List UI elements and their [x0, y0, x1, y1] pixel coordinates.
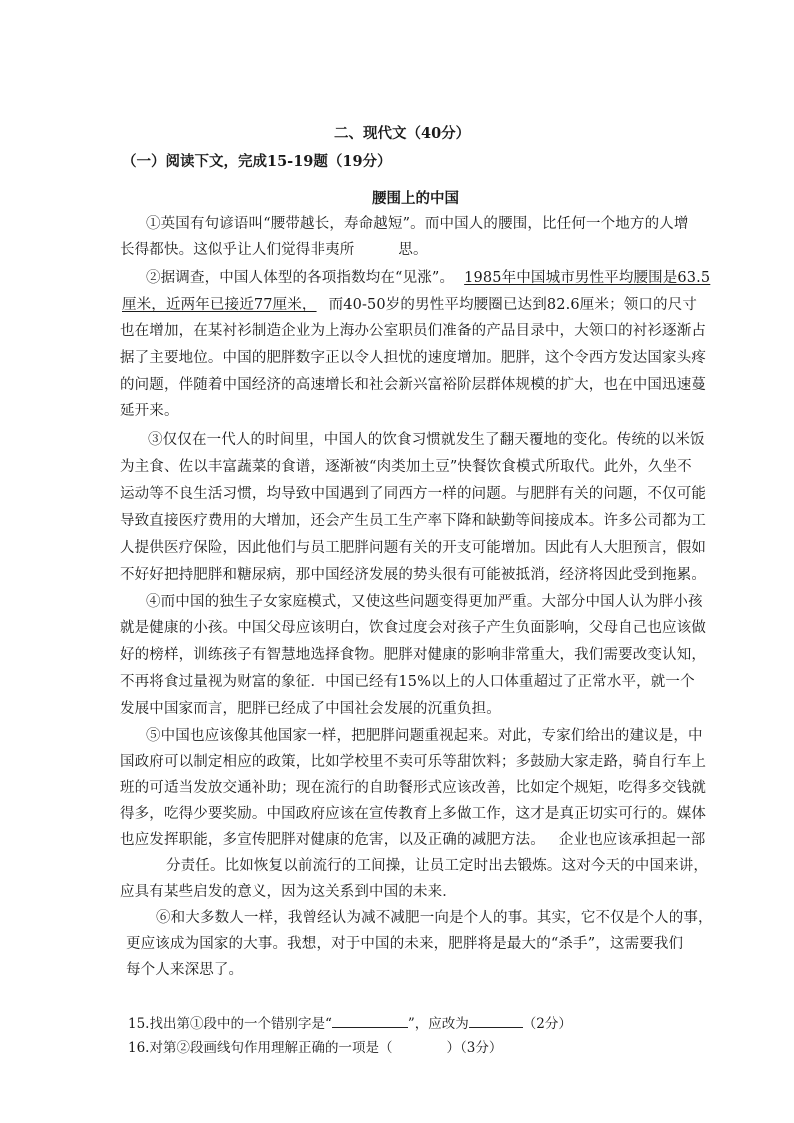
question-score: ）（3分）: [446, 1040, 503, 1056]
paragraph-line: 为主食、佐以丰富蔬菜的食谱，逐渐被“肉类加土豆”快餐饮食模式所取代。此外，久坐不: [120, 459, 692, 475]
answer-blank[interactable]: [332, 1015, 408, 1028]
question-text: ”，应改为: [407, 1016, 469, 1032]
paragraph-line: 延开来。: [120, 403, 179, 419]
paragraph-line: ③仅仅在一代人的时间里，中国人的饮食习惯就发生了翻天覆地的变化。传统的以米饭: [148, 432, 705, 448]
paragraph-line: 得多，吃得少要奖励。中国政府应该在宣传教育上多做工作，这才是真正切实可行的。媒体: [120, 806, 706, 822]
paragraph-line: 应具有某些启发的意义，因为这关系到中国的未来．: [120, 884, 457, 900]
paragraph-line: 就是健康的小孩。中国父母应该明白，饮食过度会对孩子产生负面影响，父母自己也应该做: [120, 620, 706, 636]
paragraph-line: [122, 293, 697, 314]
paragraph-line: [120, 238, 428, 259]
paragraph-line: 发展中国家而言，肥胖已经成了中国社会发展的沉重负担。: [120, 701, 501, 717]
question-16: [128, 1036, 502, 1056]
article-title: 腰围上的中国: [372, 190, 459, 207]
paragraph-line: 分责任。比如恢复以前流行的工间操，让员工定时出去锻炼。这对今天的中国来讲，: [166, 858, 709, 874]
question-score: （2分）: [522, 1016, 572, 1032]
paragraph-line: 好的榜样，训练孩子有智慧地选择食物。肥胖对健康的影响非常重大，我们需要改变认知，: [120, 647, 706, 663]
text-segment: 思。: [398, 242, 428, 258]
paragraph-line: 不再将食过量视为财富的象征．中国已经有15%以上的人口体重超过了正常水平，就一个: [120, 674, 695, 690]
paragraph-line: 不好好把持肥胖和糖尿病，那中国经济发展的势头很有可能被抵消，经济将因此受到拖累。: [120, 567, 706, 583]
text-segment: 也应发挥职能，多宣传肥胖对健康的危害，以及正确的减肥方法。: [120, 832, 545, 848]
paragraph-line: ④而中国的独生子女家庭模式，又使这些问题变得更加严重。大部分中国人认为胖小孩: [146, 594, 703, 610]
paragraph-line: ⑥和大多数人一样，我曾经认为减不减肥一向是个人的事。其实，它不仅是个人的事，: [156, 910, 713, 926]
answer-blank[interactable]: [469, 1015, 523, 1028]
text-segment: 而40-50岁的男性平均腰圈已达到82.6厘米；领口的尺寸: [328, 297, 697, 313]
paragraph-line: 运动等不良生活习惯，均导致中国遇到了同西方一样的问题。与肥胖有关的问题，不仅可能: [120, 486, 706, 502]
underlined-sentence: 厘米，近两年已接近77厘米，: [122, 297, 317, 313]
paragraph-line: 更应该成为国家的大事。我想，对于中国的未来，肥胖将是最大的“杀手”，这需要我们: [126, 936, 684, 952]
paragraph-line: 国政府可以制定相应的政策，比如学校里不卖可乐等甜饮料；多鼓励大家走路，骑自行车上: [120, 754, 706, 770]
paragraph-line: ⑤中国也应该像其他国家一样，把肥胖问题重视起来。对此，专家们给出的建议是，中: [146, 728, 703, 744]
paragraph-line: 导致直接医疗费用的大增加，还会产生员工生产率下降和缺勤等间接成本。许多公司都为工: [120, 513, 706, 529]
paragraph-line: 据了主要地位。中国的肥胖数字正以令人担忧的速度增加。肥胖，这个令西方发达国家头疼: [120, 350, 706, 366]
underlined-sentence: 1985年中国城市男性平均腰围是63.5: [464, 270, 711, 286]
paragraph-line: 也在增加，在某衬衫制造企业为上海办公室职员们准备的产品目录中，大领口的衬衫逐渐占: [120, 323, 706, 339]
text-segment: ②据调查，中国人体型的各项指数均在“见涨”。: [146, 270, 455, 286]
paragraph-line: 的问题，伴随着中国经济的高速增长和社会新兴富裕阶层群体规模的扩大，也在中国迅速蔓: [120, 377, 706, 393]
paragraph-line: [120, 828, 705, 849]
text-segment: 长得都快。这似乎让人们觉得非夷所: [120, 242, 355, 258]
paragraph-line: 班的可适当发放交通补助；现在流行的自助餐形式应该改善，比如定个规矩，吃得多交钱就: [120, 780, 706, 796]
question-15: [128, 1012, 572, 1032]
paragraph-line: ①英国有句谚语叫“腰带越长，寿命越短”。而中国人的腰围，比任何一个地方的人增: [146, 216, 689, 232]
paragraph-line: [146, 266, 710, 287]
paragraph-line: 每个人来深思了。: [126, 962, 244, 978]
text-segment: 企业也应该承担起一部: [558, 832, 706, 848]
part-title: （一）阅读下文，完成15-19题（19分）: [122, 153, 392, 170]
question-text: 16.对第②段画线句作用理解正确的一项是（: [128, 1040, 393, 1056]
paragraph-line: 人提供医疗保险，因此他们与员工肥胖问题有关的开支可能增加。因此有人大胆预言，假如: [120, 540, 706, 556]
section-title: 二、现代文（40分）: [334, 125, 471, 142]
question-text: 15.找出第①段中的一个错别字是“: [128, 1016, 332, 1032]
